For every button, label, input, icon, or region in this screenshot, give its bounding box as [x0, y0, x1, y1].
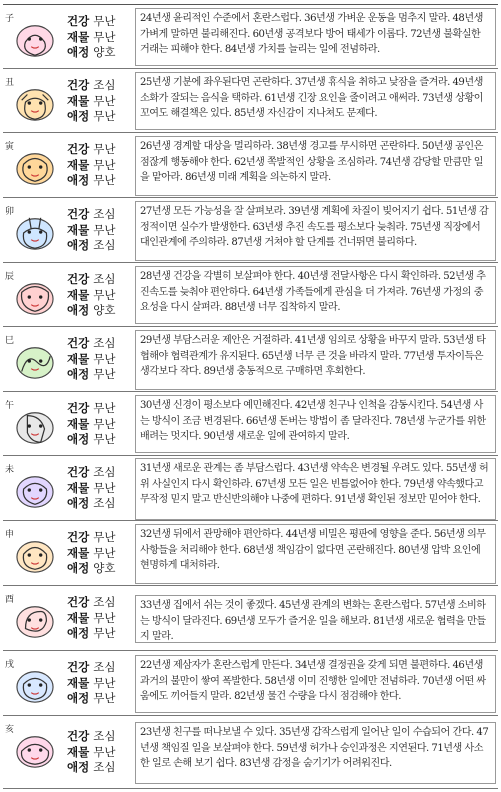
wealth-value: 무난 [93, 480, 116, 495]
health-value: 조심 [93, 207, 116, 221]
wealth-label: 재물 [67, 675, 90, 690]
wealth-label: 재물 [67, 744, 90, 759]
wealth-label: 재물 [67, 351, 90, 366]
love-value: 조심 [93, 760, 116, 774]
wealth-value: 무난 [93, 29, 116, 44]
rat-icon [11, 21, 59, 59]
love-value: 양호 [93, 561, 116, 575]
love-value: 무난 [93, 626, 116, 640]
wealth-line [67, 546, 133, 562]
zodiac-row [3, 198, 498, 263]
health-label: 건강 [67, 336, 90, 350]
fortune-text: 31년생 새로운 관계는 좀 부담스럽다. 43년생 약속은 변경될 우려도 있다. 55년생 허위 사실인지 다시 확인하라. 67년생 모든 일은 빈틈없어야 한다. 79년생 약속했다고 무작정 믿지 말고 반신반의해야 나중에 편하다. 91년생 확인된 정보만 믿어야 한다. [135, 458, 496, 520]
love-value: 무난 [93, 109, 116, 123]
wealth-label: 재물 [67, 29, 90, 44]
wealth-line [67, 288, 133, 304]
love-label: 애정 [67, 626, 90, 640]
wealth-line [67, 223, 133, 239]
sheep-icon [11, 472, 59, 510]
zodiac-hanja: 未 [5, 465, 15, 475]
wealth-value: 무난 [93, 610, 116, 625]
health-line [67, 401, 133, 417]
animal-cell [5, 651, 63, 716]
wealth-value: 무난 [93, 675, 116, 690]
health-label: 건강 [67, 14, 90, 28]
animal-cell [5, 69, 63, 133]
dragon-icon [11, 279, 59, 317]
health-label: 건강 [67, 142, 90, 156]
rabbit-icon [11, 214, 59, 252]
fortune-labels [67, 207, 133, 254]
fortune-labels [67, 401, 133, 448]
zodiac-hanja: 午 [5, 401, 15, 411]
health-line [67, 142, 133, 158]
wealth-label: 재물 [67, 610, 90, 625]
wealth-line [67, 158, 133, 174]
fortune-labels [67, 595, 133, 642]
health-label: 건강 [67, 729, 90, 743]
health-value: 조심 [93, 660, 116, 674]
health-line [67, 465, 133, 481]
horse-icon [11, 408, 59, 446]
love-line [67, 45, 133, 61]
love-label: 애정 [67, 238, 90, 252]
fortune-table [3, 4, 498, 789]
animal-cell [5, 198, 63, 263]
health-value: 무난 [93, 530, 116, 544]
health-line [67, 14, 133, 30]
health-line [67, 336, 133, 352]
health-line [67, 207, 133, 223]
fortune-labels [67, 465, 133, 512]
love-line [67, 303, 133, 319]
love-line [67, 691, 133, 707]
fortune-text: 33년생 집에서 쉬는 것이 좋겠다. 45년생 관계의 변화는 혼란스럽다. 57년생 소비하는 방식이 달라진다. 69년생 모두가 즐거운 일을 해보라. 81년생 새로운 협력을 만들지 말라. [135, 595, 496, 643]
snake-icon [11, 343, 59, 381]
love-label: 애정 [67, 496, 90, 510]
wealth-line [67, 352, 133, 368]
wealth-value: 무난 [93, 222, 116, 237]
love-label: 애정 [67, 303, 90, 317]
love-value: 무난 [93, 432, 116, 446]
health-value: 조심 [93, 465, 116, 479]
zodiac-row [3, 586, 498, 651]
health-label: 건강 [67, 465, 90, 479]
zodiac-hanja: 卯 [5, 207, 15, 217]
wealth-label: 재물 [67, 480, 90, 495]
wealth-value: 무난 [93, 287, 116, 302]
love-line [67, 367, 133, 383]
wealth-value: 무난 [93, 545, 116, 560]
zodiac-row [3, 521, 498, 586]
health-label: 건강 [67, 530, 90, 544]
wealth-line [67, 745, 133, 761]
love-line [67, 432, 133, 448]
health-value: 무난 [93, 14, 116, 28]
love-label: 애정 [67, 45, 90, 59]
wealth-value: 무난 [93, 416, 116, 431]
health-line [67, 729, 133, 745]
wealth-label: 재물 [67, 287, 90, 302]
zodiac-hanja: 子 [5, 14, 15, 24]
fortune-labels [67, 272, 133, 319]
love-line [67, 496, 133, 512]
tiger-icon [11, 149, 59, 187]
animal-cell [5, 586, 63, 651]
love-label: 애정 [67, 109, 90, 123]
zodiac-hanja: 戌 [5, 660, 15, 670]
wealth-value: 무난 [93, 157, 116, 172]
zodiac-row [3, 392, 498, 456]
health-label: 건강 [67, 595, 90, 609]
love-value: 무난 [93, 691, 116, 705]
love-value: 조심 [93, 238, 116, 252]
health-line [67, 530, 133, 546]
health-label: 건강 [67, 660, 90, 674]
love-line [67, 238, 133, 254]
love-value: 양호 [93, 45, 116, 59]
fortune-text: 32년생 뒤에서 관망해야 편안하다. 44년생 비밀은 평판에 영향을 준다. 56년생 의무사항들을 처리해야 한다. 68년생 책임감이 없다면 곤란해진다. 80년생 압박 요인에 현명하게 대처하라. [135, 524, 496, 584]
fortune-labels [67, 14, 133, 61]
love-label: 애정 [67, 561, 90, 575]
health-line [67, 78, 133, 94]
wealth-line [67, 611, 133, 627]
health-label: 건강 [67, 401, 90, 415]
health-line [67, 272, 133, 288]
zodiac-hanja: 亥 [5, 725, 15, 735]
health-line [67, 595, 133, 611]
zodiac-row [3, 716, 498, 789]
wealth-label: 재물 [67, 157, 90, 172]
wealth-line [67, 481, 133, 497]
fortune-text: 27년생 모든 가능성을 잘 살펴보라. 39년생 계획에 차질이 빚어지기 쉽다. 51년생 감정적이면 실수가 발생한다. 63년생 추진 속도를 평소보다 늦춰라. 75년생 직장에서 대인관계에 주의하라. 87년생 거쳐야 할 단계를 건너뛰면 불리하다. [135, 201, 496, 261]
fortune-labels [67, 336, 133, 383]
wealth-value: 무난 [93, 93, 116, 108]
fortune-labels [67, 78, 133, 125]
pig-icon [11, 732, 59, 770]
ox-icon [11, 85, 59, 123]
wealth-line [67, 30, 133, 46]
zodiac-row [3, 456, 498, 521]
fortune-labels [67, 729, 133, 776]
health-value: 조심 [93, 595, 116, 609]
zodiac-row [3, 263, 498, 327]
wealth-label: 재물 [67, 416, 90, 431]
animal-cell [5, 392, 63, 456]
zodiac-row [3, 133, 498, 198]
zodiac-hanja: 酉 [5, 595, 15, 605]
rooster-icon [11, 602, 59, 640]
love-label: 애정 [67, 173, 90, 187]
fortune-labels [67, 660, 133, 707]
fortune-text: 26년생 경계할 대상을 멀리하라. 38년생 경고를 무시하면 곤란하다. 50년생 공인은 점잖게 행동해야 한다. 62년생 쪽발적인 상황을 조심하라. 74년생 감당할 만큼만 일을 맡아라. 86년생 미래 계획을 의논하지 말라. [135, 136, 496, 196]
love-line [67, 760, 133, 776]
love-line [67, 109, 133, 125]
zodiac-hanja: 丑 [5, 78, 15, 88]
love-value: 양호 [93, 303, 116, 317]
animal-cell [5, 456, 63, 521]
love-label: 애정 [67, 760, 90, 774]
health-label: 건강 [67, 207, 90, 221]
wealth-line [67, 676, 133, 692]
fortune-text: 29년생 부담스러운 제안은 거절하라. 41년생 임의로 상황을 바꾸지 말라. 53년생 타협해야 협력관계가 유지된다. 65년생 너무 큰 것을 바라지 말라. 77년생 투자이득은 생각보다 작다. 89년생 충동적으로 구매하면 후회한다. [135, 330, 496, 390]
health-label: 건강 [67, 78, 90, 92]
zodiac-hanja: 巳 [5, 336, 15, 346]
fortune-text: 25년생 기분에 좌우된다면 곤란하다. 37년생 휴식을 취하고 낮잠을 즐겨라. 49년생 소화가 잘되는 음식을 택하라. 61년생 긴장 요인을 줄이려고 애써라. 73년생 상황이 꼬여도 해결책은 있다. 85년생 자신감이 지나쳐도 문제다. [135, 72, 496, 130]
wealth-value: 무난 [93, 351, 116, 366]
love-value: 조심 [93, 496, 116, 510]
love-label: 애정 [67, 691, 90, 705]
health-label: 건강 [67, 272, 90, 286]
dog-icon [11, 667, 59, 705]
health-value: 조심 [93, 272, 116, 286]
zodiac-row [3, 651, 498, 716]
zodiac-row [3, 5, 498, 69]
health-line [67, 660, 133, 676]
zodiac-hanja: 申 [5, 530, 15, 540]
wealth-label: 재물 [67, 93, 90, 108]
animal-cell [5, 5, 63, 69]
fortune-text: 23년생 친구를 떠나보낼 수 있다. 35년생 갑작스럽게 일어난 일이 수습되어 간다. 47년생 책임질 일을 보살펴야 한다. 59년생 허가나 승인과정은 지연된다. 71년생 사소한 일로 손해 보기 쉽다. 83년생 감정을 숨기기가 어려워진다. [135, 722, 496, 784]
fortune-labels [67, 530, 133, 577]
animal-cell [5, 716, 63, 789]
animal-cell [5, 521, 63, 586]
zodiac-hanja: 辰 [5, 272, 15, 282]
monkey-icon [11, 537, 59, 575]
love-line [67, 561, 133, 577]
health-value: 무난 [93, 401, 116, 415]
zodiac-hanja: 寅 [5, 142, 15, 152]
wealth-line [67, 94, 133, 110]
fortune-text: 24년생 윤리적인 수준에서 혼란스럽다. 36년생 가벼운 운동을 멈추지 말라. 48년생 가벼게 말하면 불리해진다. 60년생 공격보다 방어 태세가 이롭다. 72년생 불확실한 거래는 피해야 한다. 84년생 가치를 늘리는 일에 전념하라. [135, 8, 496, 66]
wealth-label: 재물 [67, 222, 90, 237]
zodiac-row [3, 69, 498, 133]
love-label: 애정 [67, 432, 90, 446]
love-value: 무난 [93, 173, 116, 187]
fortune-text: 22년생 제삼자가 혼란스럽게 만든다. 34년생 결정권을 갖게 되면 불편하다. 46년생 과거의 불만이 쌓여 폭발한다. 58년생 이미 진행한 일에만 전념하라. 70년생 어떤 싸움에도 끼어들지 말라. 82년생 물건 수량을 다시 점검해야 한다. [135, 655, 496, 713]
love-line [67, 173, 133, 189]
animal-cell [5, 133, 63, 198]
fortune-text: 28년생 건강을 각별히 보살펴야 한다. 40년생 전달사항은 다시 확인하라. 52년생 추진속도를 늦춰야 편안하다. 64년생 가족들에게 관심을 더 가져라. 76년생 가정의 중요성을 다시 살펴라. 88년생 너무 집착하지 말라. [135, 266, 496, 324]
health-value: 조심 [93, 78, 116, 92]
animal-cell [5, 327, 63, 392]
health-value: 무난 [93, 142, 116, 156]
fortune-labels [67, 142, 133, 189]
health-value: 조심 [93, 729, 116, 743]
wealth-line [67, 417, 133, 433]
health-value: 조심 [93, 336, 116, 350]
animal-cell [5, 263, 63, 327]
wealth-label: 재물 [67, 545, 90, 560]
love-label: 애정 [67, 367, 90, 381]
zodiac-row [3, 327, 498, 392]
fortune-text: 30년생 신경이 평소보다 예민해진다. 42년생 친구나 인척을 감동시킨다. 54년생 사는 방식이 조금 변경된다. 66년생 돈버는 방법이 좀 달라진다. 78년생 누군가를 위한 배려는 멋지다. 90년생 새로운 일에 관여하지 말라. [135, 395, 496, 453]
wealth-value: 무난 [93, 744, 116, 759]
love-line [67, 626, 133, 642]
love-value: 무난 [93, 367, 116, 381]
